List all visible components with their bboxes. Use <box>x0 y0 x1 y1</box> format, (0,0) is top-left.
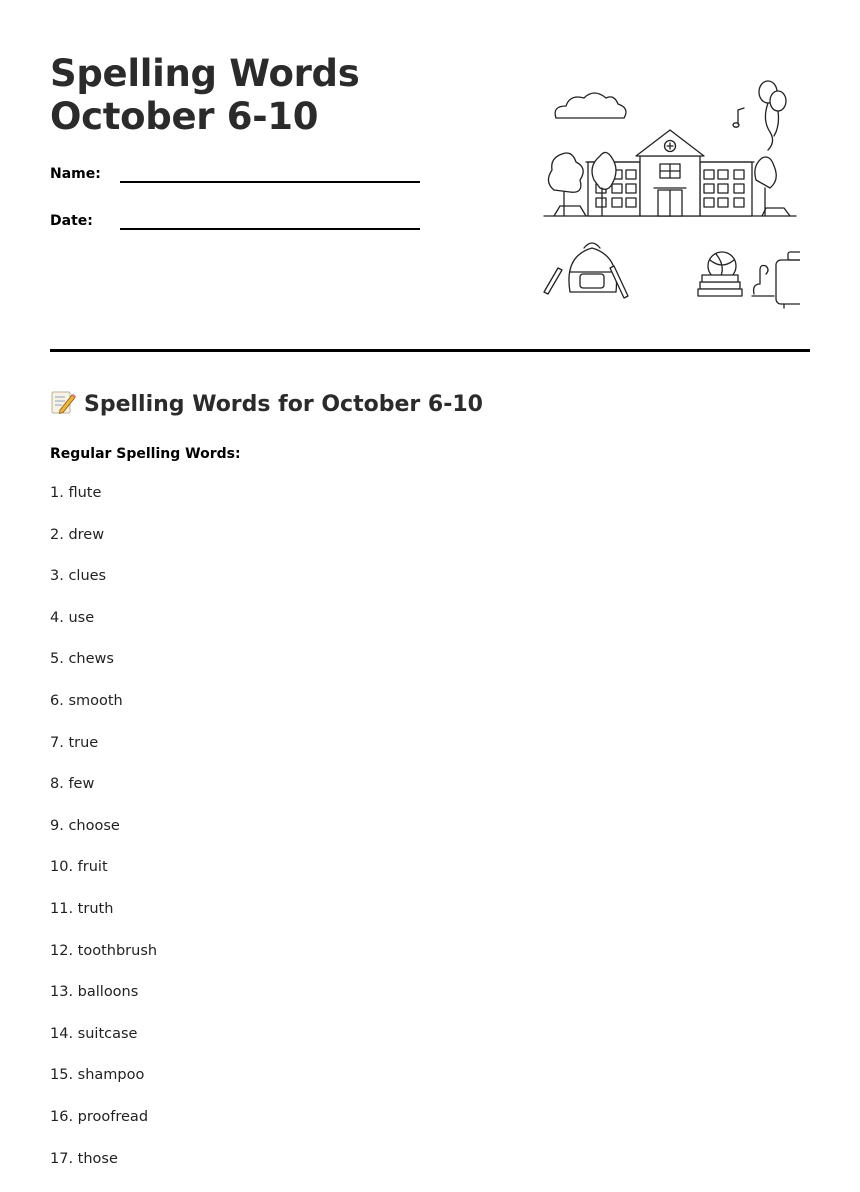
list-item: 8. few <box>50 776 157 818</box>
section-title-text: Spelling Words for October 6-10 <box>84 392 483 417</box>
list-item: 10. fruit <box>50 859 157 901</box>
list-item: 12. toothbrush <box>50 943 157 985</box>
list-item: 15. shampoo <box>50 1067 157 1109</box>
word-list-subheading: Regular Spelling Words: <box>50 446 241 462</box>
list-item: 16. proofread <box>50 1109 157 1151</box>
date-blank-line <box>120 228 420 230</box>
name-blank-line <box>120 181 420 183</box>
list-item: 14. suitcase <box>50 1026 157 1068</box>
list-item: 6. smooth <box>50 693 157 735</box>
list-item: 5. chews <box>50 651 157 693</box>
list-item: 13. balloons <box>50 984 157 1026</box>
header-divider <box>50 349 810 352</box>
worksheet-header <box>50 0 810 352</box>
list-item: 1. flute <box>50 485 157 527</box>
list-item: 17. those <box>50 1151 157 1192</box>
name-label: Name: <box>50 166 101 182</box>
list-item: 11. truth <box>50 901 157 943</box>
list-item: 7. true <box>50 735 157 777</box>
section-title <box>50 389 483 420</box>
page-title: Spelling Words October 6-10 <box>50 52 530 138</box>
list-item: 9. choose <box>50 818 157 860</box>
date-field <box>50 213 420 243</box>
name-field <box>50 166 420 196</box>
list-item: 4. use <box>50 610 157 652</box>
list-item: 3. clues <box>50 568 157 610</box>
school-illustration-icon <box>540 70 800 315</box>
list-item: 2. drew <box>50 527 157 569</box>
memo-icon <box>50 389 76 415</box>
date-label: Date: <box>50 213 93 229</box>
spelling-word-list <box>50 485 157 1192</box>
